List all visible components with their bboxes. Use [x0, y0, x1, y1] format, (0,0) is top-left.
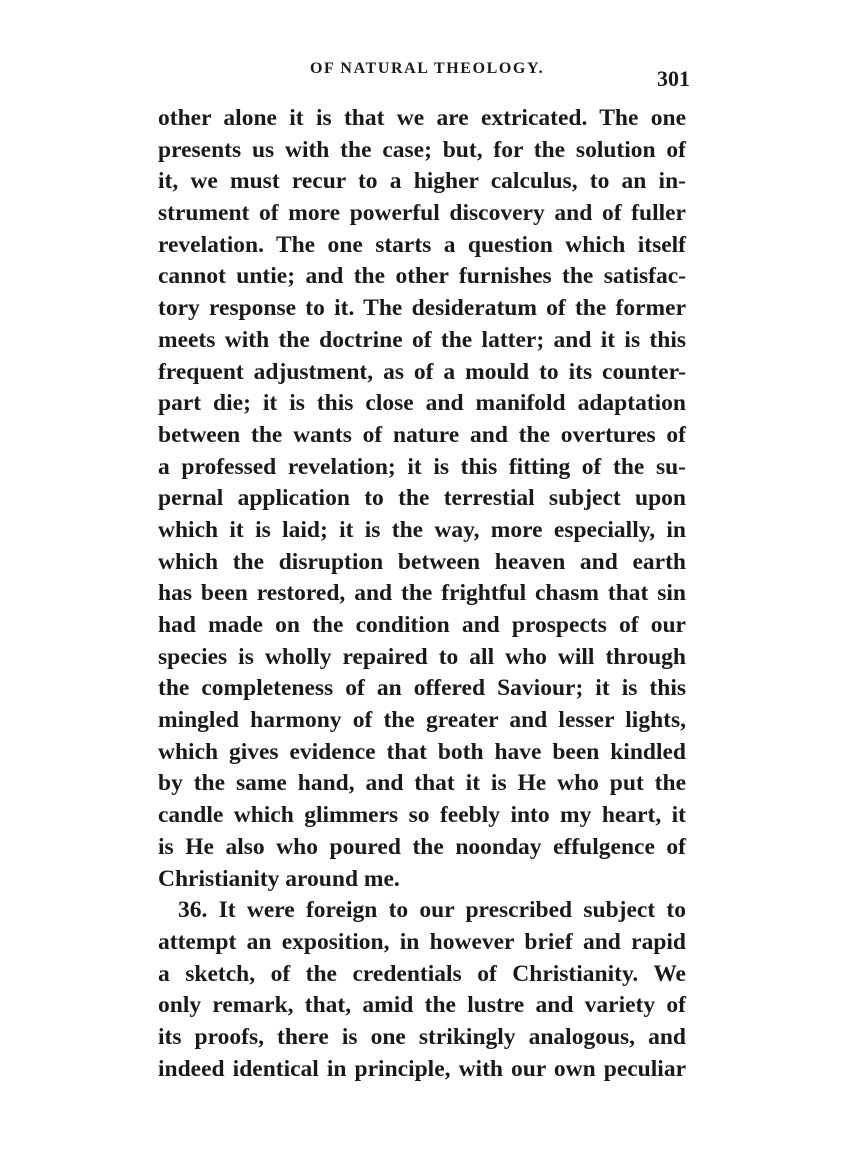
text-line: presents us with the case; but, for the solution of — [158, 136, 686, 163]
text-line: part die; it is this close and manifold adaptation — [158, 390, 686, 417]
text-line: had made on the condition and prospects of our — [158, 612, 686, 638]
text-line: attempt an exposition, in however brief and rapid — [158, 928, 686, 955]
text-line: strument of more powerful discovery and of fuller — [158, 200, 686, 227]
text-line: which gives evidence that both have been kindled — [158, 738, 686, 765]
text-line: its proofs, there is one strikingly analogous, and — [158, 1023, 686, 1050]
text-line: candle which glimmers so feebly into my heart, it — [158, 802, 686, 829]
text-line: Christianity around me. — [158, 865, 400, 892]
page-number: 301 — [657, 66, 690, 91]
text-line: which the disruption between heaven and earth — [158, 548, 686, 575]
text-line: species is wholly repaired to all who will through — [158, 643, 686, 670]
text-line: frequent adjustment, as of a mould to its counter- — [158, 358, 686, 385]
text-line: has been restored, and the frightful chasm that sin — [158, 580, 686, 607]
text-line: a professed revelation; it is this fitting of the su- — [158, 453, 686, 480]
text-line: it, we must recur to a higher calculus, to an in- — [158, 168, 686, 195]
text-line: pernal application to the terrestial subject upon — [158, 485, 686, 512]
running-head — [160, 60, 690, 90]
text-line: by the same hand, and that it is He who put the — [158, 770, 686, 797]
text-line: tory response to it. The desideratum of the former — [158, 295, 686, 322]
text-line: indeed identical in principle, with our own peculiar — [158, 1055, 686, 1082]
text-line: revelation. The one starts a question which itself — [158, 231, 686, 258]
text-line: meets with the doctrine of the latter; and it is this — [158, 326, 686, 353]
text-line: the completeness of an offered Saviour; it is this — [158, 675, 686, 702]
text-line: cannot untie; and the other furnishes the satisfac- — [158, 263, 686, 290]
paragraph — [158, 103, 686, 895]
text-line: which it is laid; it is the way, more especially, in — [158, 516, 686, 543]
text-line: mingled harmony of the greater and lesser lights, — [158, 707, 686, 734]
text-line: other alone it is that we are extricated. The one — [158, 105, 686, 131]
running-title: OF NATURAL THEOLOGY. — [310, 60, 545, 77]
paragraph — [158, 895, 686, 1085]
text-line: 36. It were foreign to our prescribed subject to — [178, 897, 686, 924]
body-text — [158, 103, 686, 1085]
text-line: between the wants of nature and the overtures of — [158, 421, 686, 448]
text-line: a sketch, of the credentials of Christianity. We — [158, 960, 686, 987]
text-line: only remark, that, amid the lustre and variety of — [158, 992, 686, 1019]
text-line: is He also who poured the noonday effulgence of — [158, 833, 686, 860]
